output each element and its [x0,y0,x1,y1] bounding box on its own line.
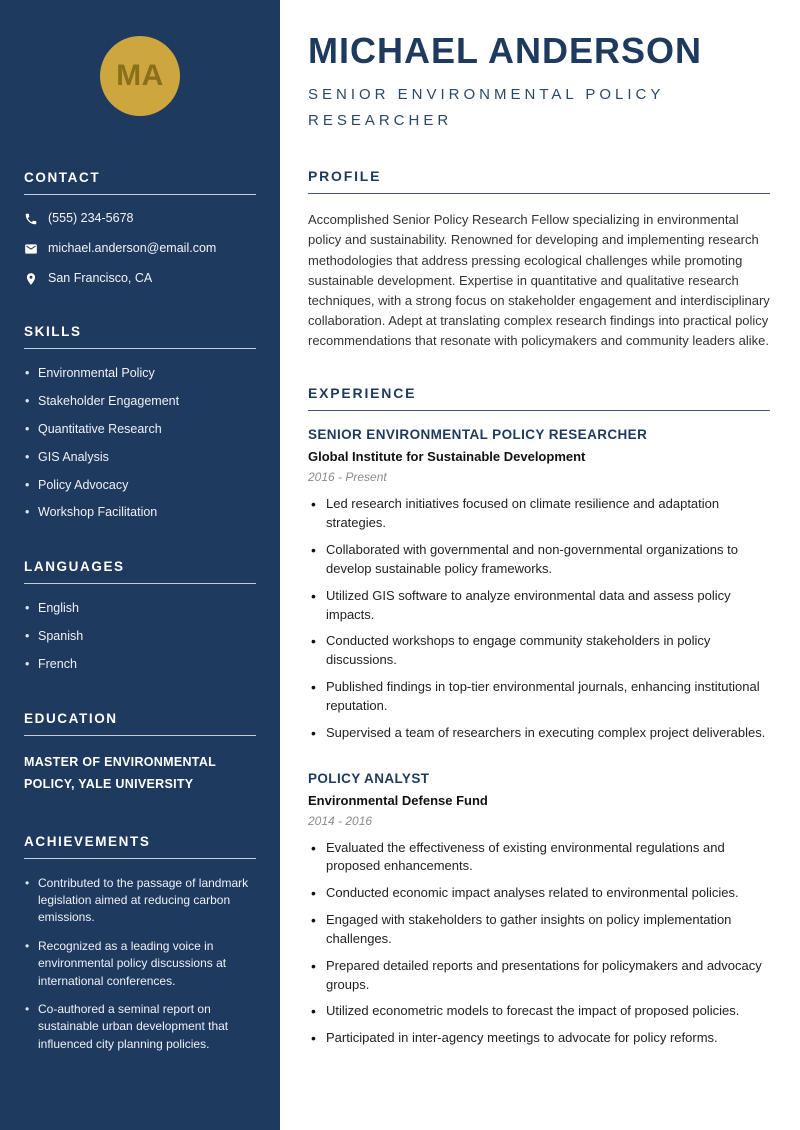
contact-email-text: michael.anderson@email.com [48,241,217,255]
contact-email [24,241,256,256]
profile-section [308,168,770,351]
candidate-name: MICHAEL ANDERSON [308,30,703,71]
job-bullet: • Evaluated the effectiveness of existing environmental regulations and proposed enhancements. [308,839,770,877]
language-item: • English [24,600,256,617]
experience-job [308,427,770,742]
candidate-job-title: SENIOR ENVIRONMENTAL POLICY RESEARCHER [308,85,665,130]
location-icon [24,272,38,286]
education-section-title: EDUCATION [24,711,256,736]
achievements-section-title: ACHIEVEMENTS [24,834,256,859]
job-bullet: • Supervised a team of researchers in executing complex project deliverables. [308,724,770,743]
contact-phone [24,211,256,226]
languages-section [24,559,256,673]
job-bullet: • Collaborated with governmental and non-governmental organizations to develop sustainable policy frameworks. [308,541,770,579]
skill-item: • Environmental Policy [24,365,256,382]
job-bullet: • Participated in inter-agency meetings to advocate for policy reforms. [308,1029,770,1048]
skill-item: • GIS Analysis [24,449,256,466]
education-section [24,711,256,796]
languages-section-title: LANGUAGES [24,559,256,584]
language-item: • Spanish [24,628,256,645]
experience-section [308,385,770,1048]
job-bullet: • Conducted economic impact analyses related to environmental policies. [308,884,770,903]
main-content [280,0,800,1130]
languages-list [24,600,256,673]
job-company: Global Institute for Sustainable Development [308,449,586,465]
job-role: POLICY ANALYST [308,770,430,786]
contact-phone-text: (555) 234-5678 [48,211,134,225]
achievement-item: • Contributed to the passage of landmark legislation aimed at reducing carbon emissions. [24,875,256,927]
contact-location-text: San Francisco, CA [48,271,153,285]
skill-item: • Workshop Facilitation [24,504,256,521]
job-bullet-list [308,839,770,1049]
email-icon [24,242,38,256]
profile-section-title: PROFILE [308,168,770,194]
achievements-list [24,875,256,1054]
job-bullet: • Led research initiatives focused on climate resilience and adaptation strategies. [308,495,770,533]
skills-section-title: SKILLS [24,324,256,349]
job-dates: 2016 - Present [308,470,387,485]
job-bullet: • Utilized econometric models to forecast the impact of proposed policies. [308,1002,770,1021]
job-bullet: • Utilized GIS software to analyze environmental data and assess policy impacts. [308,587,770,625]
job-bullet: • Prepared detailed reports and presentations for policymakers and advocacy groups. [308,957,770,995]
achievement-item: • Recognized as a leading voice in environmental policy discussions at international conferences. [24,938,256,990]
skill-item: • Quantitative Research [24,421,256,438]
achievements-section [24,834,256,1054]
contact-section [24,170,256,286]
skill-item: • Policy Advocacy [24,477,256,494]
job-bullet: • Published findings in top-tier environmental journals, enhancing institutional reputation. [308,678,770,716]
skill-item: • Stakeholder Engagement [24,393,256,410]
job-bullet: • Conducted workshops to engage community stakeholders in policy discussions. [308,632,770,670]
job-dates: 2014 - 2016 [308,813,373,828]
achievement-item: • Co-authored a seminal report on sustainable urban development that influenced city planning policies. [24,1001,256,1053]
contact-location [24,271,256,286]
experience-section-title: EXPERIENCE [308,385,770,411]
contact-section-title: CONTACT [24,170,256,195]
job-company: Environmental Defense Fund [308,792,488,808]
language-item: • French [24,656,256,673]
avatar: MA [100,36,180,116]
avatar-wrap [24,36,256,116]
phone-icon [24,212,38,226]
job-bullet-list [308,495,770,742]
job-bullet: • Engaged with stakeholders to gather insights on policy implementation challenges. [308,911,770,949]
profile-text: Accomplished Senior Policy Research Fellow specializing in environmental policy and sustainability. Renowned for developing and implementing research methodologies that address pressing ecological challenges while promoting sustainable development. Expertise in quantitative and qualitative research techniques, with a strong focus on stakeholder engagement and interdisciplinary collaboration. Adept at translating complex research findings into practical policy recommendations that resonate with policymakers and community leaders alike. [308,212,770,349]
skills-section [24,324,256,521]
job-role: SENIOR ENVIRONMENTAL POLICY RESEARCHER [308,427,648,443]
skills-list [24,365,256,521]
experience-job [308,771,770,1049]
education-degree: MASTER OF ENVIRONMENTAL POLICY, YALE UNIVERSITY [24,754,216,791]
sidebar [0,0,280,1130]
